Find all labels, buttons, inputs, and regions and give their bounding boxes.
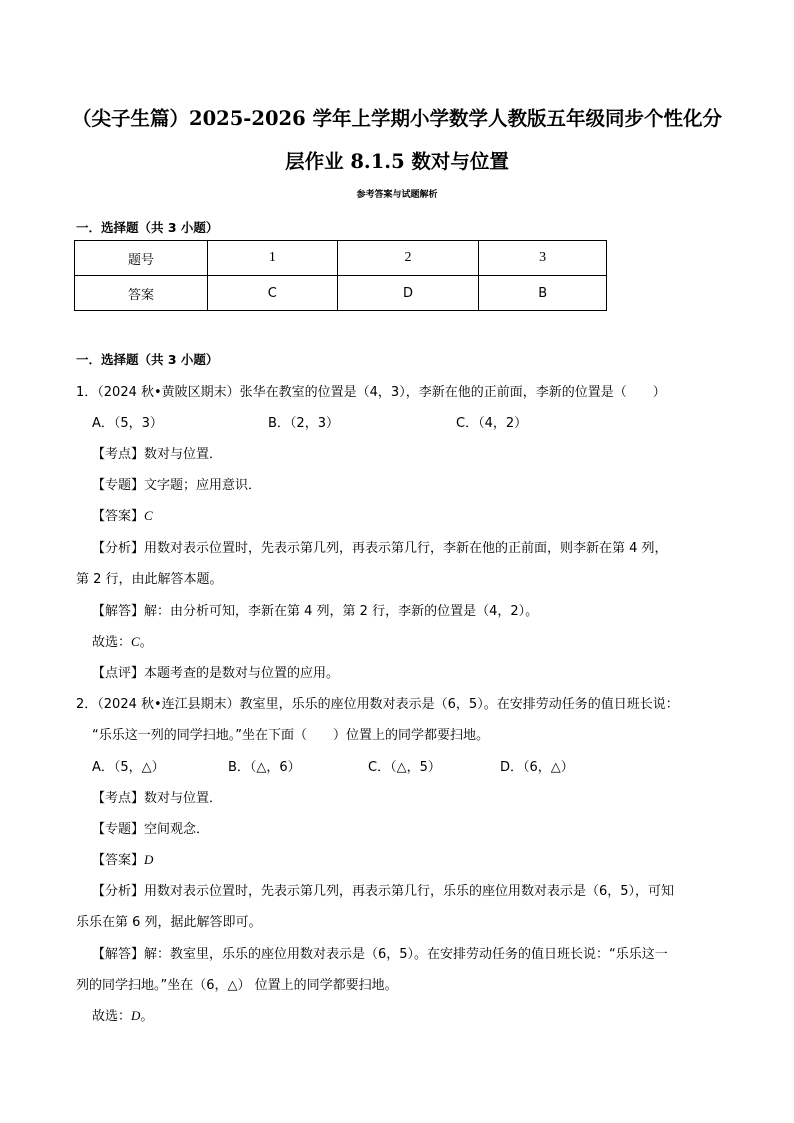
table-cell-number: 1 [208,241,338,276]
question-1-option-a: A．（5，3） [92,416,163,431]
answer-key-table [74,240,607,311]
question-1-stem: 1．（2024 秋•黄陂区期末）张华在教室的位置是（4，3），李新在他的正前面，李新的位置是（ ） [76,385,666,400]
question-1-solution: 【解答】解：由分析可知，李新在第 4 列，第 2 行，李新的位置是（4，2）。 [92,604,539,619]
question-1-comment: 【点评】本题考查的是数对与位置的应用。 [92,666,340,681]
answer-value: D [144,852,154,867]
question-2-solution-line1: 【解答】解：教室里，乐乐的座位用数对表示是（6，5）。在安排劳动任务的值日班长说：“乐乐这一 [92,947,668,962]
section-heading-questions: 一．选择题（共 3 小题） [76,352,219,367]
table-cell-number: 2 [337,241,479,276]
table-cell-label: 题号 [75,241,208,276]
document-subtitle: 参考答案与试题解析 [356,190,438,200]
question-1-kaodian: 【考点】数对与位置． [92,447,223,462]
choice-end: 。 [139,635,153,650]
table-cell-number: 3 [479,241,607,276]
question-1-analysis-line2: 第 2 行，由此解答本题。 [76,572,223,587]
choice-label: 故选： [92,635,132,650]
question-2-choice [92,1005,153,1024]
question-2-answer [92,849,153,868]
choice-value: D [131,1008,141,1023]
question-2-analysis-line2: 乐乐在第 6 列，据此解答即可。 [76,915,262,930]
table-row [75,241,607,276]
question-2-option-b: B．（△，6） [228,760,301,775]
question-2-option-d: D．（6，△） [500,760,574,775]
table-cell-answer: D [337,276,479,311]
question-2-solution-line2: 列的同学扫地。”坐在（6，△） 位置上的同学都要扫地。 [76,978,398,993]
question-1-choice [92,631,153,650]
question-2-zhuanti: 【专题】空间观念． [92,822,210,837]
document-title-line1: （尖子生篇）2025-2026 学年上学期小学数学人教版五年级同步个性化分 [72,107,722,130]
answer-label: 【答案】 [92,509,145,524]
answer-value: C [144,508,153,523]
choice-value: C [131,634,140,649]
question-2-stem-line2: “乐乐这一列的同学扫地。”坐在下面（ ）位置上的同学都要扫地。 [92,728,489,743]
table-row [75,276,607,311]
question-1-analysis-line1: 【分析】用数对表示位置时，先表示第几列，再表示第几行，李新在他的正前面，则李新在第 4 列， [92,541,668,556]
section-heading-answer-key: 一．选择题（共 3 小题） [76,220,219,235]
question-1-zhuanti: 【专题】文字题；应用意识． [92,478,262,493]
question-2-option-c: C．（△，5） [368,760,441,775]
table-cell-label: 答案 [75,276,208,311]
table-cell-answer: C [208,276,338,311]
choice-label: 故选： [92,1009,132,1024]
choice-end: 。 [140,1009,154,1024]
question-2-option-a: A．（5，△） [92,760,165,775]
question-1-answer [92,505,153,524]
question-1-option-c: C．（4，2） [456,416,528,431]
question-2-analysis-line1: 【分析】用数对表示位置时，先表示第几列，再表示第几行，乐乐的座位用数对表示是（6，5），可知 [92,884,675,899]
document-title-line2: 层作业 8.1.5 数对与位置 [285,150,509,173]
question-2-stem-line1: 2．（2024 秋•连江县期末）教室里，乐乐的座位用数对表示是（6，5）。在安排劳动任务的值日班长说： [76,697,679,712]
table-cell-answer: B [479,276,607,311]
question-1-option-b: B．（2，3） [268,416,339,431]
answer-label: 【答案】 [92,853,145,868]
question-2-kaodian: 【考点】数对与位置． [92,791,223,806]
